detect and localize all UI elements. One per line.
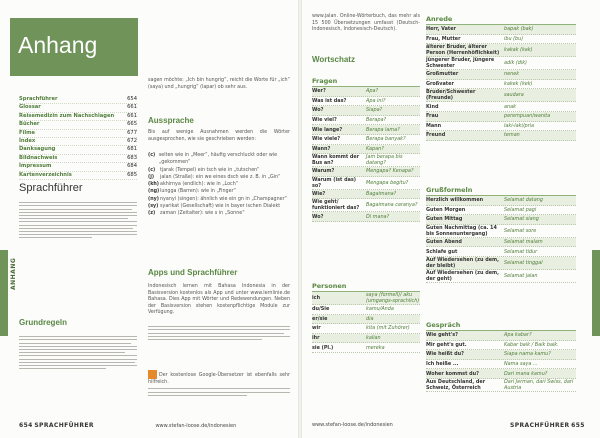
term-id: Siapa? (366, 107, 383, 114)
term-id: Apa ini? (366, 97, 386, 104)
pronunciation-list (148, 152, 290, 218)
term-id: Jam berapa bis datang? (366, 154, 403, 167)
term-de: Guten Mittag (426, 216, 463, 223)
toc-label: Kartenverzeichnis (19, 171, 72, 178)
table-row (426, 379, 576, 392)
toc-page: 677 (127, 129, 137, 136)
term-de: Wo? (312, 213, 324, 220)
toc-page: 685 (127, 171, 137, 178)
col2-intro: sagen möchte: „Ich bin hungrig“, reicht die Worte für „ich“ (saya) und „hungrig“ (lapar) ob sehr aus. (148, 78, 290, 90)
pron-value: tjarak (Tempel) ein tsch wie in „tutschen“ (160, 167, 260, 173)
pron-item (148, 210, 290, 217)
term-de: Wie geht/ funktioniert das? (312, 199, 360, 212)
term-de: Wie? (312, 191, 326, 198)
pron-key: (sy) (148, 204, 159, 210)
toc-label: Bildnachweis (19, 154, 58, 161)
term-id: Selamat tidur (504, 248, 538, 255)
table-row (426, 57, 576, 70)
apps-title: Apps und Sprachführer (148, 268, 238, 277)
toc-page: 654 (127, 96, 137, 102)
toc-page: 684 (127, 163, 137, 170)
table-row (426, 257, 576, 270)
pron-value: syarikat (Gesellschaft) wie in bayer ischen Dialekt (160, 204, 281, 210)
right-top-intro: www.jalan. Online-Wörterbuch, das mehr als 15 500 Übersetzungen umfasst (Deutsch-Indonesisch, Indonesisch-Deutsch). (312, 14, 420, 33)
term-de: Freund (426, 132, 446, 139)
table-row (312, 154, 420, 167)
pron-item (148, 188, 290, 195)
term-de: Schlafe gut (426, 248, 458, 255)
term-de: Mann (426, 122, 442, 129)
term-id: Bagaimana? (366, 191, 397, 198)
table-row (312, 145, 420, 155)
term-id: Selamat siang (504, 216, 539, 223)
toc-label: Bücher (19, 121, 40, 128)
toc-item (19, 113, 137, 121)
term-de: Wer? (312, 88, 326, 95)
table-of-contents (19, 96, 137, 180)
footer-left-page: 654 (19, 422, 33, 429)
toc-label: Glossar (19, 104, 41, 111)
toc-page: 665 (127, 121, 137, 128)
pron-key: (c) (148, 153, 156, 158)
table-row (426, 44, 576, 57)
table-row (426, 35, 576, 45)
table-row (426, 102, 576, 112)
pron-key: (c) (148, 167, 156, 173)
table-row (426, 206, 576, 216)
term-id: Di mana? (366, 213, 390, 220)
pron-key: (z) (148, 211, 156, 217)
table-row (426, 25, 576, 35)
toc-label: Danksagung (19, 146, 56, 153)
table-row (426, 89, 576, 102)
term-id: Nama saya ... (504, 361, 538, 368)
pron-key: (ng) (148, 189, 160, 195)
term-de: Wie lange? (312, 126, 343, 133)
table-row (312, 334, 420, 344)
term-de: du/Sie (312, 306, 330, 313)
toc-label: Impressum (19, 163, 52, 170)
term-de: Warum? (312, 168, 335, 175)
term-de: älterer Bruder, älterer Person (Herrenhöflichkeit) (426, 44, 500, 57)
term-id: laki-laki/pria (504, 122, 534, 129)
chapter-title: Anhang (10, 18, 138, 76)
table-row (426, 80, 576, 90)
table-row (312, 125, 420, 135)
table-row (312, 87, 420, 97)
pron-item (148, 203, 290, 210)
term-de: Frau (426, 113, 439, 120)
toc-item (19, 104, 137, 112)
toc-item (19, 121, 137, 129)
toc-item (19, 130, 137, 138)
section-title: Sprachführer (19, 182, 83, 194)
term-id: Bagaimana caranya? (366, 202, 418, 209)
apps-text: Indonesisch lernen mit Bahasa Indonesia in der Basisversion kostenlos als App und unter www.lernlinie.de Bahasa. Dies App mit Wörter und Redewendungen. Neben der Basisversion stehen kostenpflichtige Module zur Verfügung. (148, 284, 290, 316)
tip-icon (148, 370, 157, 379)
term-de: Aus Deutschland, der Schweiz, Österreich (426, 378, 486, 391)
table-row (312, 305, 420, 315)
aussprache-intro: Bis auf wenige Ausnahmen werden die Wörter ausgesprochen, wie sie geschrieben werden: (148, 130, 290, 142)
personen-title: Personen (312, 281, 420, 292)
term-id: dia (366, 315, 374, 322)
pron-item (148, 174, 290, 181)
term-de: Guten Nachmittag (ca. 14 bis Sonnenuntergang) (426, 224, 497, 237)
term-id: Selamat malam (504, 239, 543, 246)
anrede-table (426, 14, 576, 141)
table-row (312, 177, 420, 190)
toc-page: 661 (127, 112, 137, 119)
pron-key: (ny) (148, 196, 159, 202)
term-id: anak (504, 103, 516, 110)
pron-value: lungga (Barren): wie in „Finger“ (160, 189, 237, 195)
term-id: Siapa nama kamu? (504, 351, 551, 358)
fragen-title: Fragen (312, 76, 420, 87)
toc-page: 672 (127, 138, 137, 145)
gutter (298, 0, 302, 438)
table-row (426, 350, 576, 360)
term-de: Frau, Mutter (426, 35, 461, 42)
table-row (426, 196, 576, 206)
term-id: Apa kabar? (504, 332, 532, 339)
pron-value: selten wie in „Meer“, häufig verschluckt oder wie „gekommen“ (158, 153, 278, 166)
intro-text (19, 200, 137, 240)
term-de: ihr (312, 335, 320, 342)
term-de: Auf Wiedersehen (zu dem, der geht) (426, 269, 499, 282)
term-id: bapak (bak) (504, 26, 534, 33)
table-row (312, 292, 420, 305)
toc-label: Sprachführer (19, 96, 58, 102)
pron-value: jalan (Straße): ein we eines dsch wie z. B. in „Gin“ (160, 174, 281, 180)
term-id: ibu (bu) (504, 35, 524, 42)
toc-item (19, 96, 137, 104)
fragen-table (312, 76, 420, 222)
term-id: nenek (504, 71, 520, 78)
term-de: Wann kommt der Bus an? (312, 154, 360, 167)
table-row (426, 238, 576, 248)
term-id: Berapa lama? (366, 126, 400, 133)
table-row (312, 315, 420, 325)
term-de: Warum (ist das) so? (312, 176, 357, 189)
apps-more (148, 324, 290, 342)
wortschatz-title: Wortschatz (312, 55, 355, 64)
footer-right-url: www.stefan-loose.de/indonesien (312, 422, 393, 428)
table-row (312, 97, 420, 107)
gruss-title: Grußformeln (426, 185, 576, 196)
term-de: Großvater (426, 81, 454, 88)
tip-box (148, 370, 290, 398)
table-row (426, 225, 576, 238)
term-de: Mir geht's gut. (426, 341, 467, 348)
pron-item (148, 152, 290, 167)
anrede-title: Anrede (426, 14, 576, 25)
table-row (312, 212, 420, 222)
table-row (312, 167, 420, 177)
table-row (426, 131, 576, 141)
term-id: kita (mit Zuhörer) (366, 325, 410, 332)
term-id: kakek (kek) (504, 81, 533, 88)
term-id: Mengapa begitu? (366, 179, 409, 186)
term-id: Berapa banyak? (366, 136, 406, 143)
term-id: Apa? (366, 88, 379, 95)
pron-value: akhirnya (endlich): wie in „Loch“ (160, 182, 239, 188)
pron-value: zaman (Zeitalter): wie s in „Sonne“ (160, 211, 245, 217)
table-row (426, 122, 576, 132)
personen-table (312, 281, 420, 353)
toc-label: Reisemedizin zum Nachschlagen (19, 112, 115, 119)
table-row (426, 369, 576, 379)
table-row (312, 116, 420, 126)
side-tab-right (592, 250, 600, 336)
term-de: Herr, Vater (426, 26, 456, 33)
term-id: saya (formell)/ aku (umgangs-sprachlich) (366, 292, 420, 304)
table-row (312, 106, 420, 116)
toc-label: Filme (19, 129, 36, 136)
footer-left (19, 422, 236, 429)
term-de: Herzlich willkommen (426, 197, 484, 204)
term-id: Mengapa? Kenapa? (366, 168, 414, 175)
table-row (426, 360, 576, 370)
term-id: Dari Jerman, dari Swiss, dari Austria (504, 378, 574, 391)
toc-page: 681 (127, 146, 137, 153)
table-row (426, 270, 576, 283)
footer-right-section: SPRACHFÜHRER (510, 422, 570, 429)
grundregeln-text (19, 334, 137, 371)
pron-item (148, 167, 290, 174)
term-de: Guten Abend (426, 239, 462, 246)
term-de: Guten Morgen (426, 206, 466, 213)
pron-item (148, 196, 290, 203)
term-de: Wie viele? (312, 136, 341, 143)
table-row (426, 112, 576, 122)
term-de: Kind (426, 103, 439, 110)
grundregeln-title: Grundregeln (19, 318, 68, 327)
table-row (426, 70, 576, 80)
footer-left-section: SPRACHFÜHRER (34, 422, 94, 429)
toc-item (19, 138, 137, 146)
table-row (426, 341, 576, 351)
footer-right (510, 422, 585, 429)
term-id: kamu/Anda (366, 306, 394, 313)
term-id: kakak (kak) (504, 47, 533, 54)
term-de: Was ist das? (312, 97, 347, 104)
term-id: Kapan? (366, 145, 384, 152)
term-id: perempuan/wanita (504, 113, 551, 120)
term-de: er/sie (312, 315, 328, 322)
term-de: wir (312, 325, 321, 332)
toc-page: 661 (127, 104, 137, 111)
term-de: Bruder/Schwester (Freunde) (426, 89, 476, 102)
tip-text: Der kostenlose Google-Übersetzer ist ebenfalls sehr hilfreich. (148, 373, 290, 385)
table-row (312, 199, 420, 212)
term-id: saudara (504, 92, 524, 99)
pron-key: (kh) (148, 182, 159, 188)
table-row (426, 247, 576, 257)
term-de: Wo? (312, 107, 324, 114)
term-id: Selamat sore (504, 227, 537, 234)
table-row (426, 331, 576, 341)
pron-value: nyanyi (singen): ähnlich wie ein gn in „Champagner“ (160, 196, 288, 202)
term-de: Woher kommst du? (426, 370, 479, 377)
term-de: Wie heißt du? (426, 351, 464, 358)
table-row (312, 343, 420, 353)
term-id: Selamat jalan (504, 272, 538, 279)
term-id: teman (504, 132, 520, 139)
pron-item (148, 181, 290, 188)
toc-page: 683 (127, 154, 137, 161)
toc-item (19, 172, 137, 180)
table-row (312, 324, 420, 334)
gruss-table (426, 185, 576, 283)
term-de: Wann? (312, 145, 331, 152)
table-row (426, 215, 576, 225)
term-de: Wie viel? (312, 117, 337, 124)
side-tab-left (0, 250, 8, 336)
toc-label: Index (19, 138, 36, 145)
toc-item (19, 146, 137, 154)
pron-key: (j) (148, 174, 155, 180)
toc-item (19, 155, 137, 163)
term-de: Ich heiße ... (426, 361, 459, 368)
term-id: Dari mana kamu? (504, 370, 548, 377)
term-de: jüngerer Bruder, jüngere Schwester (426, 57, 495, 70)
term-de: Wie geht's? (426, 332, 458, 339)
term-de: ich (312, 295, 321, 301)
table-row (312, 190, 420, 200)
term-id: Selamat tinggal (504, 259, 543, 266)
footer-left-url: www.stefan-loose.de/indonesien (155, 423, 237, 429)
term-de: Großmutter (426, 71, 459, 78)
aussprache-title: Aussprache (148, 116, 194, 125)
toc-item (19, 163, 137, 171)
term-id: kalian (366, 335, 381, 342)
term-id: Kabar baik / Baik baik. (504, 341, 559, 348)
term-de: Auf Wiedersehen (zu dem, der bleibt) (426, 256, 499, 269)
side-label: ANHANG (10, 257, 17, 290)
term-id: Selamat pagi (504, 206, 537, 213)
term-id: Berapa? (366, 117, 387, 124)
footer-right-page: 655 (571, 422, 585, 429)
term-id: Selamat datang (504, 197, 543, 204)
term-id: mereka (366, 344, 385, 351)
gesprach-title: Gespräch (426, 320, 576, 331)
term-id: adik (dik) (504, 60, 527, 67)
term-de: sie (Pl.) (312, 344, 334, 351)
gesprach-table (426, 320, 576, 392)
table-row (312, 135, 420, 145)
